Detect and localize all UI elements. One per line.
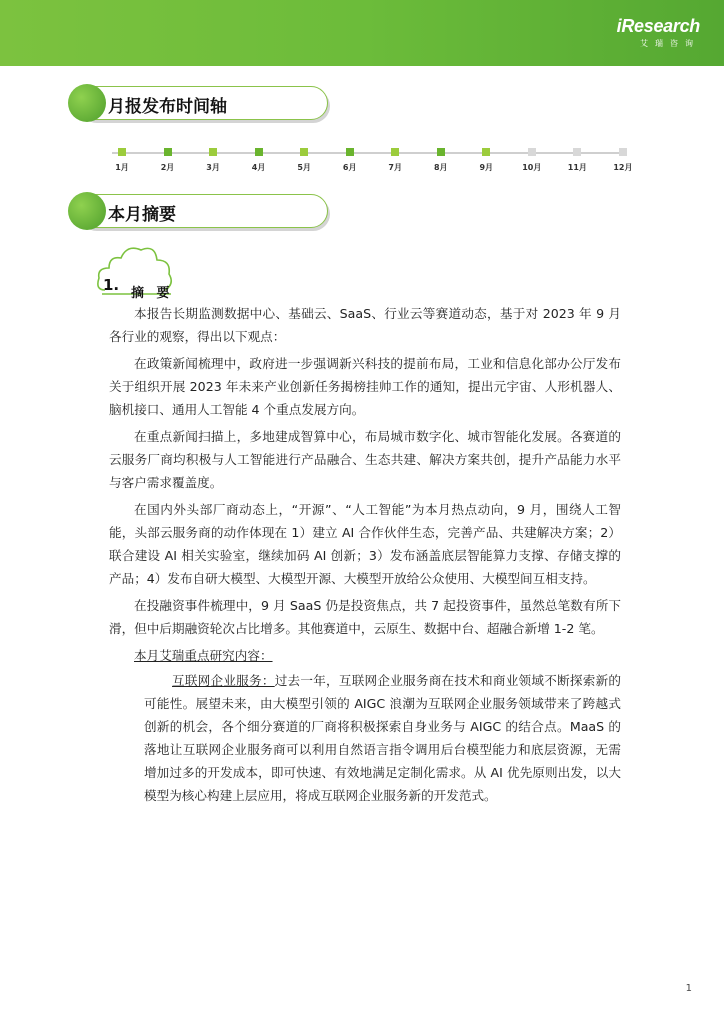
timeline-month-label: 4月 bbox=[251, 163, 266, 172]
timeline-month-label: 9月 bbox=[479, 163, 494, 172]
iresearch-logo bbox=[617, 16, 700, 49]
summary-body bbox=[109, 302, 621, 811]
timeline-month bbox=[330, 146, 370, 173]
timeline-dot bbox=[300, 148, 308, 156]
timeline-month bbox=[466, 146, 506, 173]
timeline-dot bbox=[573, 148, 581, 156]
summary-paragraph: 在国内外头部厂商动态上，“开源”、“人工智能”为本月热点动向，9 月，围绕人工智能，头部云服务商的动作体现在 1）建立 AI 合作伙伴生态，完善产品、共建解决方案；2）联合建设 AI 相关实验室，继续加码 AI 创新；3）发布涵盖底层智能算力支撑、存储支撑的产品；4）发布自研大模型、大模型开源、大模型开放给公众使用、大模型间互相支持。 bbox=[109, 502, 621, 586]
research-label: 本月艾瑞重点研究内容： bbox=[134, 648, 273, 663]
timeline-dot bbox=[619, 148, 627, 156]
timeline-month-label: 5月 bbox=[297, 163, 311, 172]
timeline-dot bbox=[209, 148, 217, 156]
timeline-dot bbox=[437, 148, 445, 156]
timeline-month bbox=[148, 146, 188, 173]
timeline-month-label: 3月 bbox=[206, 163, 220, 172]
research-item bbox=[144, 669, 621, 807]
logo-brand: iResearch bbox=[616, 16, 700, 36]
timeline-dot bbox=[164, 148, 172, 156]
summary-paragraph: 在政策新闻梳理中，政府进一步强调新兴科技的提前布局，工业和信息化部办公厅发布关于组织开展 2023 年未来产业创新任务揭榜挂帅工作的通知，提出元宇宙、人形机器人、脑机接口、通用人工智能 4 个重点发展方向。 bbox=[109, 356, 621, 417]
timeline-month bbox=[193, 146, 233, 173]
page-number: 1 bbox=[685, 983, 692, 994]
summary-heading: 摘 要 bbox=[131, 286, 174, 301]
summary-number: 1. bbox=[103, 276, 120, 294]
timeline-dot bbox=[346, 148, 354, 156]
section-title: 本月摘要 bbox=[108, 205, 176, 225]
timeline-month-label: 7月 bbox=[388, 163, 402, 172]
timeline-month-label: 10月 bbox=[522, 163, 542, 172]
release-timeline bbox=[112, 146, 633, 176]
timeline-month-label: 1月 bbox=[115, 163, 129, 172]
timeline-month bbox=[603, 146, 643, 173]
timeline-month-label: 12月 bbox=[613, 163, 633, 172]
timeline-month bbox=[512, 146, 552, 173]
timeline-month bbox=[239, 146, 279, 173]
timeline-month bbox=[421, 146, 461, 173]
timeline-month-label: 8月 bbox=[433, 163, 448, 172]
timeline-month bbox=[284, 146, 324, 173]
summary-paragraph: 在重点新闻扫描上，多地建成智算中心，布局城市数字化、城市智能化发展。各赛道的云服务厂商均积极与人工智能进行产品融合、生态共建、解决方案共创，提升产品能力水平与客户需求覆盖度。 bbox=[109, 429, 621, 490]
timeline-dot bbox=[528, 148, 536, 156]
research-item-label: 互联网企业服务： bbox=[172, 673, 275, 688]
header-bar bbox=[0, 0, 724, 66]
timeline-dot bbox=[482, 148, 490, 156]
summary-paragraph: 在投融资事件梳理中，9 月 SaaS 仍是投资焦点，共 7 起投资事件，虽然总笔数有所下滑，但中后期融资轮次占比增多。其他赛道中，云原生、数据中台、超融合新增 1-2 笔。 bbox=[109, 598, 621, 636]
summary-section-header bbox=[68, 194, 330, 230]
timeline-section-header bbox=[68, 86, 330, 122]
timeline-dot bbox=[391, 148, 399, 156]
section-title: 月报发布时间轴 bbox=[108, 97, 227, 117]
timeline-month-label: 11月 bbox=[567, 163, 587, 172]
research-item-text: 过去一年，互联网企业服务商在技术和商业领域不断探索新的可能性。展望未来，由大模型引领的 AIGC 浪潮为互联网企业服务领域带来了跨越式创新的机会，各个细分赛道的厂商将积极探索自身业务与 AIGC 的结合点。MaaS 的落地让互联网企业服务商可以利用自然语言指令调用后台模型能力和底层资源，无需增加过多的开发成本，即可快速、有效地满足定制化需求。从 AI 优先原则出发，以大模型为核心构建上层应用，将成互联网企业服务新的开发范式。 bbox=[144, 673, 622, 803]
timeline-month-label: 6月 bbox=[342, 163, 357, 172]
logo-subtitle: 艾瑞咨询 bbox=[640, 39, 700, 48]
timeline-month bbox=[102, 146, 142, 173]
green-circle-icon bbox=[68, 192, 106, 230]
green-circle-icon bbox=[68, 84, 106, 122]
summary-paragraph: 本报告长期监测数据中心、基础云、SaaS、行业云等赛道动态，基于对 2023 年 9 月各行业的观察，得出以下观点： bbox=[109, 306, 621, 344]
timeline-dot bbox=[118, 148, 126, 156]
timeline-month bbox=[557, 146, 597, 173]
timeline-month-label: 2月 bbox=[160, 163, 175, 172]
timeline-month bbox=[375, 146, 415, 173]
timeline-dot bbox=[255, 148, 263, 156]
